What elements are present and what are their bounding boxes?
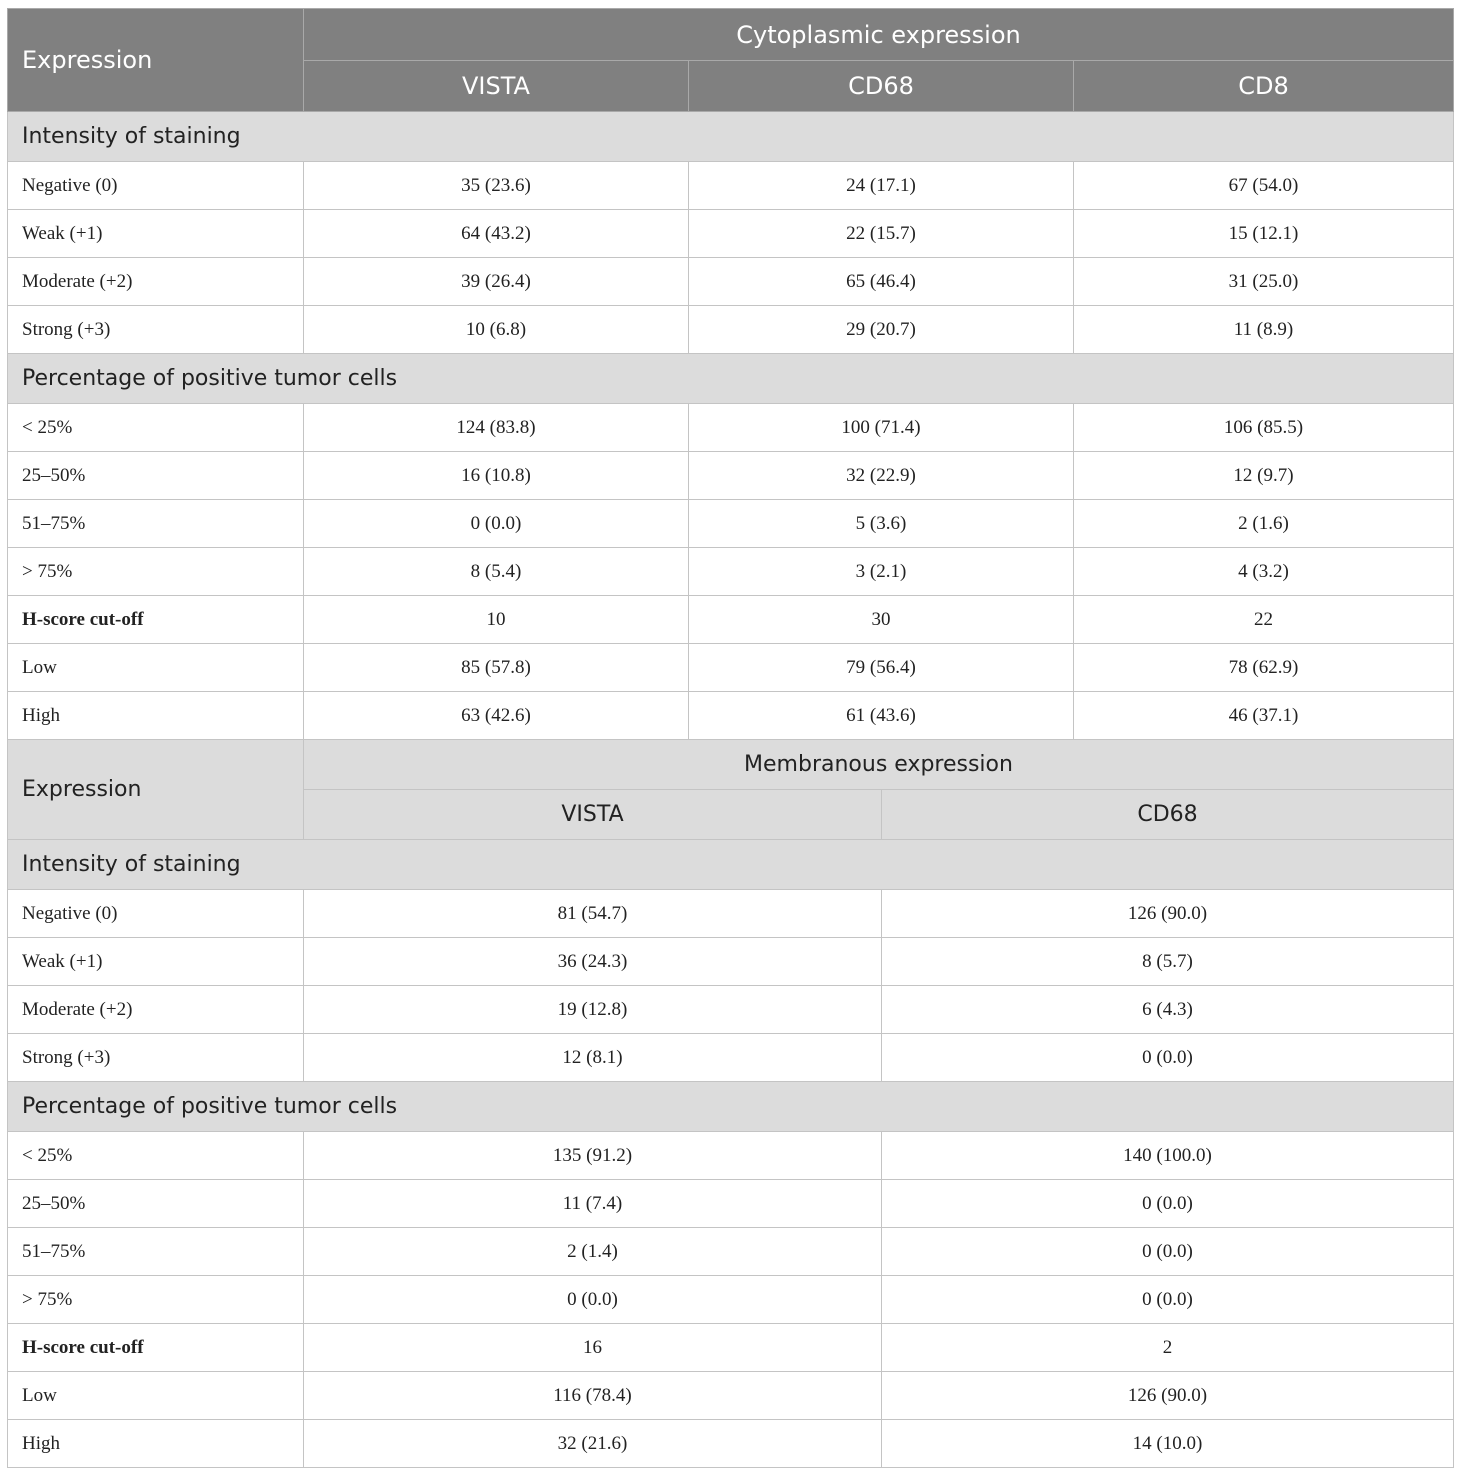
- row-label: Moderate (+2): [8, 986, 304, 1034]
- cell-value: 14 (10.0): [882, 1420, 1454, 1468]
- column-header-cd68: CD68: [689, 61, 1074, 112]
- cell-value: 2 (1.4): [304, 1228, 882, 1276]
- expression-header: Expression: [8, 9, 304, 112]
- table-row: [8, 692, 1454, 740]
- hscore-value: 30: [689, 596, 1074, 644]
- table-row: [8, 644, 1454, 692]
- cell-value: 0 (0.0): [882, 1228, 1454, 1276]
- cell-value: 67 (54.0): [1074, 162, 1454, 210]
- cell-value: 2 (1.6): [1074, 500, 1454, 548]
- cell-value: 135 (91.2): [304, 1132, 882, 1180]
- section-percentage-label: Percentage of positive tumor cells: [8, 1082, 1454, 1132]
- row-label: Weak (+1): [8, 210, 304, 258]
- cell-value: 0 (0.0): [882, 1180, 1454, 1228]
- cell-value: 126 (90.0): [882, 1372, 1454, 1420]
- column-header-cd68: CD68: [882, 790, 1454, 840]
- expression-header: Expression: [8, 740, 304, 840]
- cell-value: 100 (71.4): [689, 404, 1074, 452]
- hscore-label: H-score cut-off: [8, 1324, 304, 1372]
- cell-value: 0 (0.0): [882, 1276, 1454, 1324]
- cell-value: 116 (78.4): [304, 1372, 882, 1420]
- cell-value: 29 (20.7): [689, 306, 1074, 354]
- table-row: [8, 1180, 1454, 1228]
- row-label: < 25%: [8, 404, 304, 452]
- row-label: > 75%: [8, 548, 304, 596]
- hscore-label: H-score cut-off: [8, 596, 304, 644]
- table-row: [8, 452, 1454, 500]
- column-header-vista: VISTA: [304, 790, 882, 840]
- hscore-row: [8, 596, 1454, 644]
- row-label: < 25%: [8, 1132, 304, 1180]
- cell-value: 32 (21.6): [304, 1420, 882, 1468]
- expression-table-document: [7, 8, 1453, 1468]
- section-row: [8, 112, 1454, 162]
- table-row: [8, 938, 1454, 986]
- section-row: [8, 1082, 1454, 1132]
- cell-value: 0 (0.0): [304, 1276, 882, 1324]
- cell-value: 3 (2.1): [689, 548, 1074, 596]
- table-row: [8, 500, 1454, 548]
- cell-value: 61 (43.6): [689, 692, 1074, 740]
- table-row: [8, 1372, 1454, 1420]
- table-row: [8, 890, 1454, 938]
- hscore-value: 10: [304, 596, 689, 644]
- table-row: [8, 1228, 1454, 1276]
- table-row: [8, 306, 1454, 354]
- cell-value: 11 (7.4): [304, 1180, 882, 1228]
- section-percentage-label: Percentage of positive tumor cells: [8, 354, 1454, 404]
- column-header-vista: VISTA: [304, 61, 689, 112]
- section-row: [8, 840, 1454, 890]
- row-label: Weak (+1): [8, 938, 304, 986]
- cell-value: 12 (8.1): [304, 1034, 882, 1082]
- membranous-header-row: [8, 740, 1454, 790]
- row-label: Strong (+3): [8, 1034, 304, 1082]
- column-header-cd8: CD8: [1074, 61, 1454, 112]
- cell-value: 124 (83.8): [304, 404, 689, 452]
- cell-value: 8 (5.7): [882, 938, 1454, 986]
- hscore-row: [8, 1324, 1454, 1372]
- cell-value: 39 (26.4): [304, 258, 689, 306]
- row-label: Strong (+3): [8, 306, 304, 354]
- cell-value: 31 (25.0): [1074, 258, 1454, 306]
- cell-value: 81 (54.7): [304, 890, 882, 938]
- cytoplasmic-group-header: Cytoplasmic expression: [304, 9, 1454, 61]
- cell-value: 16 (10.8): [304, 452, 689, 500]
- table-row: [8, 1420, 1454, 1468]
- row-label: High: [8, 692, 304, 740]
- cell-value: 22 (15.7): [689, 210, 1074, 258]
- cell-value: 15 (12.1): [1074, 210, 1454, 258]
- cell-value: 4 (3.2): [1074, 548, 1454, 596]
- cell-value: 79 (56.4): [689, 644, 1074, 692]
- table-row: [8, 1276, 1454, 1324]
- cell-value: 35 (23.6): [304, 162, 689, 210]
- cell-value: 12 (9.7): [1074, 452, 1454, 500]
- cell-value: 19 (12.8): [304, 986, 882, 1034]
- hscore-value: 22: [1074, 596, 1454, 644]
- cytoplasmic-header-row: [8, 9, 1454, 61]
- expression-table: [7, 8, 1454, 1468]
- row-label: 25–50%: [8, 1180, 304, 1228]
- cell-value: 64 (43.2): [304, 210, 689, 258]
- row-label: Low: [8, 1372, 304, 1420]
- cell-value: 85 (57.8): [304, 644, 689, 692]
- cell-value: 36 (24.3): [304, 938, 882, 986]
- cell-value: 32 (22.9): [689, 452, 1074, 500]
- cell-value: 126 (90.0): [882, 890, 1454, 938]
- cell-value: 6 (4.3): [882, 986, 1454, 1034]
- row-label: > 75%: [8, 1276, 304, 1324]
- table-row: [8, 1132, 1454, 1180]
- table-row: [8, 1034, 1454, 1082]
- section-intensity-label: Intensity of staining: [8, 840, 1454, 890]
- row-label: 51–75%: [8, 1228, 304, 1276]
- cell-value: 10 (6.8): [304, 306, 689, 354]
- cell-value: 5 (3.6): [689, 500, 1074, 548]
- cell-value: 106 (85.5): [1074, 404, 1454, 452]
- cell-value: 63 (42.6): [304, 692, 689, 740]
- row-label: 25–50%: [8, 452, 304, 500]
- hscore-value: 2: [882, 1324, 1454, 1372]
- cell-value: 46 (37.1): [1074, 692, 1454, 740]
- table-row: [8, 258, 1454, 306]
- row-label: Negative (0): [8, 890, 304, 938]
- row-label: Negative (0): [8, 162, 304, 210]
- hscore-value: 16: [304, 1324, 882, 1372]
- row-label: Moderate (+2): [8, 258, 304, 306]
- membranous-group-header: Membranous expression: [304, 740, 1454, 790]
- cell-value: 8 (5.4): [304, 548, 689, 596]
- row-label: High: [8, 1420, 304, 1468]
- cell-value: 65 (46.4): [689, 258, 1074, 306]
- table-row: [8, 986, 1454, 1034]
- cell-value: 78 (62.9): [1074, 644, 1454, 692]
- table-row: [8, 548, 1454, 596]
- section-intensity-label: Intensity of staining: [8, 112, 1454, 162]
- section-row: [8, 354, 1454, 404]
- table-row: [8, 162, 1454, 210]
- cell-value: 24 (17.1): [689, 162, 1074, 210]
- table-row: [8, 210, 1454, 258]
- cell-value: 140 (100.0): [882, 1132, 1454, 1180]
- cell-value: 0 (0.0): [882, 1034, 1454, 1082]
- table-row: [8, 404, 1454, 452]
- row-label: 51–75%: [8, 500, 304, 548]
- row-label: Low: [8, 644, 304, 692]
- cell-value: 0 (0.0): [304, 500, 689, 548]
- cell-value: 11 (8.9): [1074, 306, 1454, 354]
